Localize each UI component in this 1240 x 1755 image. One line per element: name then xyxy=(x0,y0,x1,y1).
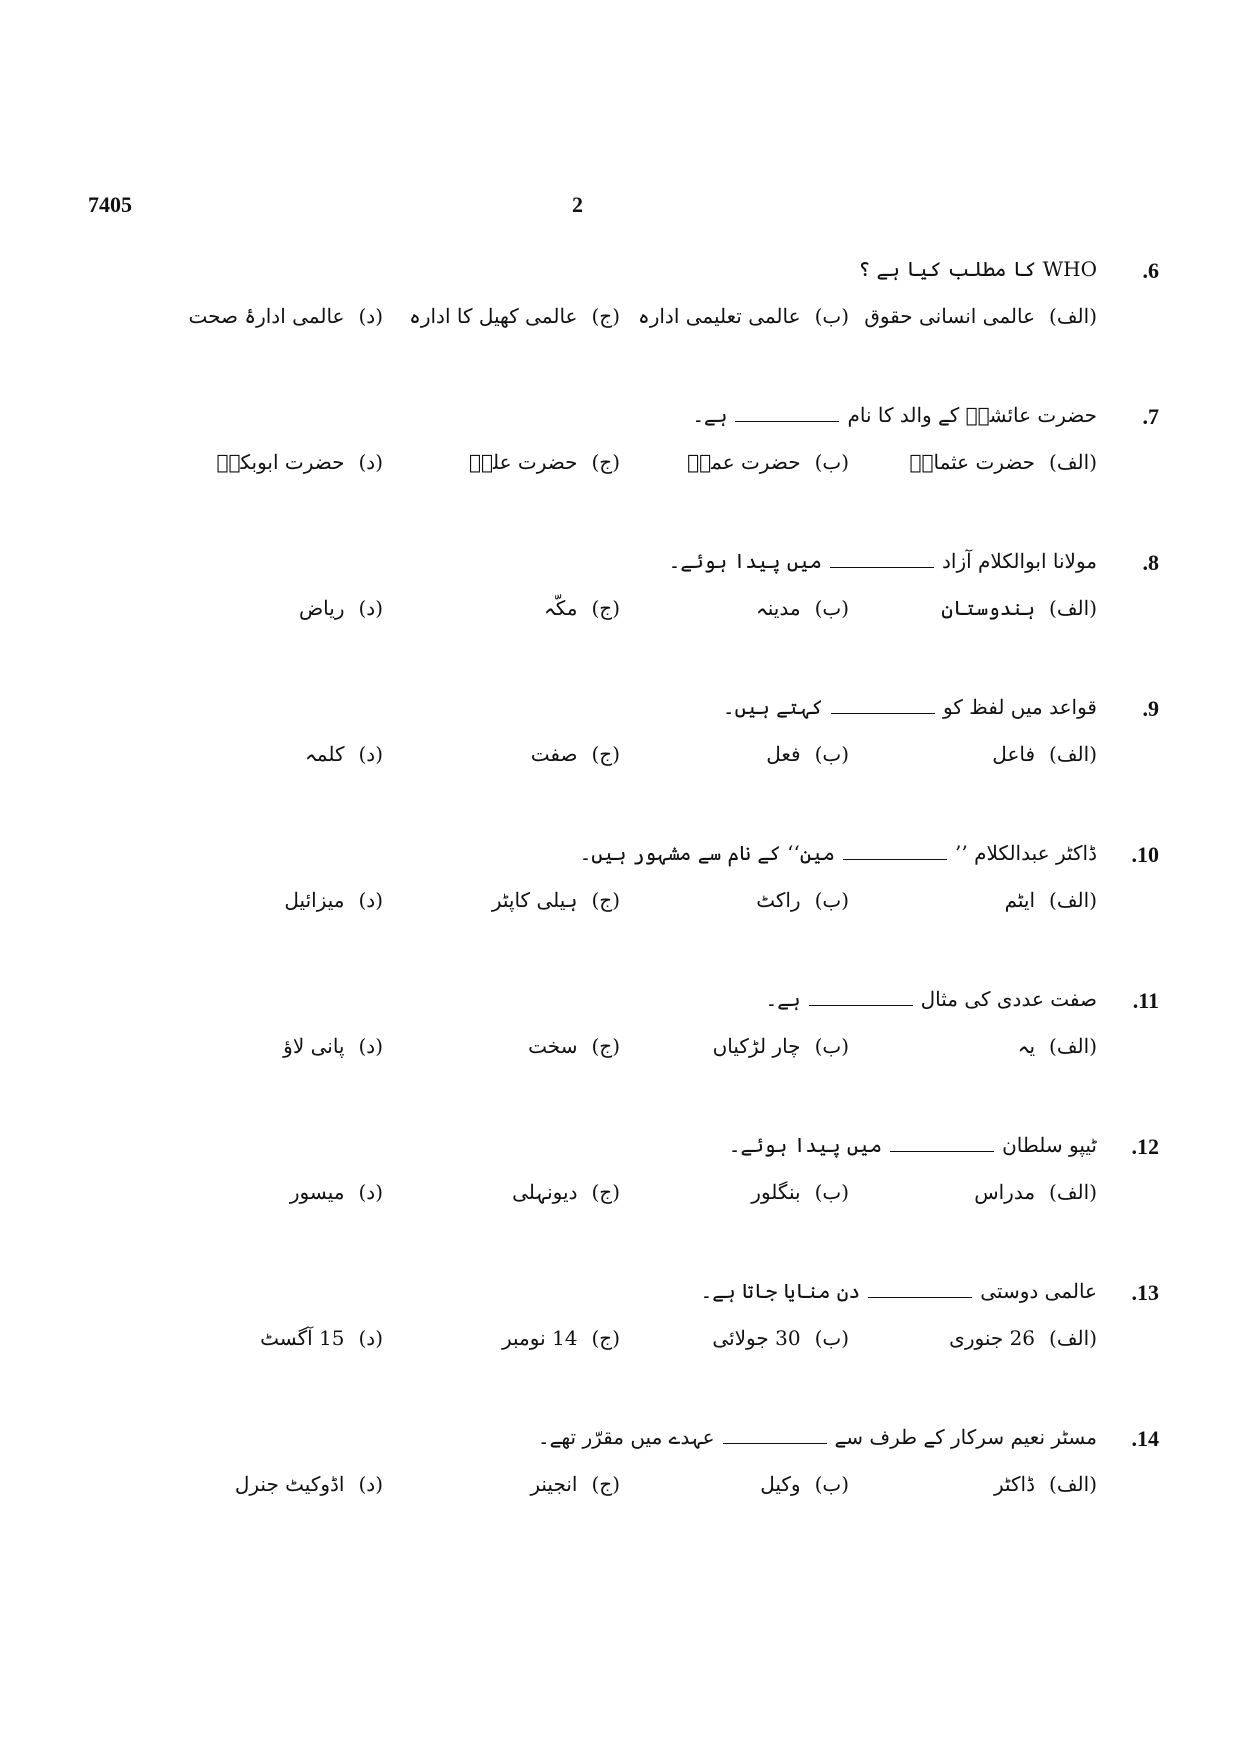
option-label: (ج) xyxy=(591,450,620,474)
fill-in-blank xyxy=(830,547,934,568)
option-label: (ج) xyxy=(591,888,620,912)
option-label: (الف) xyxy=(1049,888,1097,912)
option-text: ایٹم xyxy=(1004,888,1036,912)
option-label: (ب) xyxy=(814,888,849,912)
question-text xyxy=(692,398,1097,432)
question-text-before: مولانا ابوالکلام آزاد xyxy=(942,549,1097,573)
option-label: (ج) xyxy=(591,1180,620,1204)
option-text: 15 آگسٹ xyxy=(260,1326,345,1350)
question-text-before: مسٹر نعیم سرکار کے طرف سے xyxy=(834,1425,1097,1449)
option-text: عالمی ادارۂ صحت xyxy=(188,304,345,328)
question xyxy=(0,532,1240,672)
option-label: (د) xyxy=(358,1472,383,1496)
option-label: (الف) xyxy=(1049,1472,1097,1496)
option-text: کلمہ xyxy=(305,742,345,766)
option-text: حضرت علیؓ xyxy=(468,450,578,474)
answer-option xyxy=(305,736,383,772)
question xyxy=(0,240,1240,380)
answer-option xyxy=(469,444,620,480)
option-text: انجینر xyxy=(530,1472,578,1496)
option-text: حضرت عمرؓ xyxy=(687,450,801,474)
answer-option xyxy=(760,1466,849,1502)
answer-option xyxy=(1005,882,1097,918)
option-label: (ج) xyxy=(591,742,620,766)
option-text: صفت xyxy=(530,742,578,766)
option-label: (الف) xyxy=(1049,596,1097,620)
question xyxy=(0,678,1240,818)
option-label: (ج) xyxy=(591,1472,620,1496)
option-label: (الف) xyxy=(1049,1326,1097,1350)
question-number: .10 xyxy=(1131,842,1159,867)
answer-option xyxy=(299,590,383,626)
option-label: (ج) xyxy=(591,1034,620,1058)
option-text: میزائیل xyxy=(284,888,345,912)
question-text xyxy=(765,982,1097,1016)
option-label: (ب) xyxy=(814,1472,849,1496)
option-text: 30 جولائی xyxy=(712,1326,801,1350)
question-text xyxy=(729,1128,1097,1162)
option-label: (الف) xyxy=(1049,304,1097,328)
question-text-after: کہتے ہیں۔ xyxy=(722,695,824,719)
answer-option xyxy=(909,444,1097,480)
answer-option xyxy=(638,298,849,334)
option-text: مدراس xyxy=(974,1180,1036,1204)
question-number: .6 xyxy=(1142,258,1159,283)
answer-option xyxy=(1018,1028,1097,1064)
question xyxy=(0,1408,1240,1548)
question-text xyxy=(580,836,1097,870)
question-text-after: عہدے میں مقرّر تھے۔ xyxy=(537,1425,715,1449)
option-label: (د) xyxy=(358,742,383,766)
fill-in-blank xyxy=(809,985,913,1006)
question-number: .8 xyxy=(1142,550,1159,575)
answer-option xyxy=(992,736,1097,772)
answer-option xyxy=(512,1174,620,1210)
option-text: دیونہلی xyxy=(512,1180,578,1204)
answer-option xyxy=(949,1320,1097,1356)
answer-option xyxy=(492,882,620,918)
option-text: ہندوستان xyxy=(941,596,1036,620)
option-text: ریاض xyxy=(298,596,345,620)
question xyxy=(0,386,1240,526)
option-text: فعل xyxy=(766,742,801,766)
option-text: سخت xyxy=(528,1034,578,1058)
fill-in-blank xyxy=(735,401,839,422)
option-label: (ب) xyxy=(814,1180,849,1204)
option-text: ہیلی کاپٹر xyxy=(491,888,578,912)
answer-option xyxy=(530,1466,620,1502)
fill-in-blank xyxy=(843,839,947,860)
option-text: مکّہ xyxy=(544,596,578,620)
question-text-before: WHO کا مطلب کیا ہے ؟ xyxy=(858,257,1097,281)
answer-option xyxy=(216,444,383,480)
option-text: پانی لاؤ xyxy=(283,1034,345,1058)
option-label: (د) xyxy=(358,1180,383,1204)
fill-in-blank xyxy=(890,1131,994,1152)
option-text: اڈوکیٹ جنرل xyxy=(234,1472,345,1496)
question-text-after: دن منایا جاتا ہے۔ xyxy=(700,1279,861,1303)
option-text: یہ xyxy=(1017,1034,1036,1058)
question-text-after: ہے۔ xyxy=(765,987,801,1011)
question-text xyxy=(723,690,1097,724)
option-text: وکیل xyxy=(760,1472,801,1496)
option-label: (ج) xyxy=(591,1326,620,1350)
question-number: .11 xyxy=(1132,988,1159,1013)
question-text xyxy=(701,1274,1097,1308)
answer-option xyxy=(864,298,1097,334)
answer-option xyxy=(502,1320,620,1356)
answer-option xyxy=(544,590,620,626)
question-text-before: عالمی دوستی xyxy=(980,1279,1097,1303)
question-text-after: میں پیدا ہوئے۔ xyxy=(728,1133,883,1157)
question-number: .7 xyxy=(1142,404,1159,429)
question-number: .13 xyxy=(1131,1280,1159,1305)
option-text: مدینہ xyxy=(756,596,801,620)
answer-option xyxy=(531,736,620,772)
option-label: (ب) xyxy=(814,596,849,620)
option-label: (ب) xyxy=(814,1326,849,1350)
option-label: (ب) xyxy=(814,304,849,328)
option-text: 14 نومبر xyxy=(501,1326,578,1350)
answer-option xyxy=(235,1466,383,1502)
option-label: (الف) xyxy=(1049,1034,1097,1058)
option-label: (الف) xyxy=(1049,450,1097,474)
answer-option xyxy=(409,298,620,334)
answer-option xyxy=(712,1320,849,1356)
option-label: (د) xyxy=(358,1326,383,1350)
fill-in-blank xyxy=(831,693,935,714)
option-text: ڈاکٹر xyxy=(993,1472,1036,1496)
question-text-before: حضرت عائشہؓ کے والد کا نام xyxy=(847,403,1097,427)
option-label: (الف) xyxy=(1049,1180,1097,1204)
fill-in-blank xyxy=(868,1277,972,1298)
answer-option xyxy=(283,1028,383,1064)
page-number: 2 xyxy=(572,192,583,217)
question xyxy=(0,970,1240,1110)
answer-option xyxy=(766,736,849,772)
question xyxy=(0,1262,1240,1402)
option-text: 26 جنوری xyxy=(949,1326,1036,1350)
option-label: (ج) xyxy=(591,304,620,328)
question-text-after: مین‘‘ کے نام سے مشہور ہیں۔ xyxy=(579,841,836,865)
option-label: (د) xyxy=(358,1034,383,1058)
option-label: (د) xyxy=(358,450,383,474)
option-label: (ب) xyxy=(814,450,849,474)
question-number: .9 xyxy=(1142,696,1159,721)
answer-option xyxy=(994,1466,1097,1502)
answer-option xyxy=(290,1174,383,1210)
question-text-before: صفت عددی کی مثال xyxy=(920,987,1097,1011)
option-label: (ب) xyxy=(814,1034,849,1058)
option-text: فاعل xyxy=(992,742,1036,766)
option-text: عالمی تعلیمی ادارہ xyxy=(637,304,801,328)
option-text: بنگلور xyxy=(751,1180,801,1204)
option-text: حضرت ابوبکرؓ xyxy=(216,450,345,474)
question-text-after: میں پیدا ہوئے۔ xyxy=(668,549,823,573)
option-label: (د) xyxy=(358,888,383,912)
option-text: عالمی کھیل کا ادارہ xyxy=(409,304,578,328)
question-text xyxy=(858,252,1097,286)
answer-option xyxy=(260,1320,383,1356)
answer-option xyxy=(284,882,383,918)
answer-option xyxy=(751,1174,849,1210)
question-text-after: ہے۔ xyxy=(692,403,728,427)
option-text: راکٹ xyxy=(756,888,801,912)
exam-code: 7405 xyxy=(88,192,132,217)
option-label: (د) xyxy=(358,596,383,620)
answer-option xyxy=(713,1028,849,1064)
fill-in-blank xyxy=(723,1423,827,1444)
option-text: عالمی انسانی حقوق xyxy=(864,304,1036,328)
option-text: میسور xyxy=(289,1180,345,1204)
question-text-before: ڈاکٹر عبدالکلام ’’ xyxy=(955,841,1097,865)
option-label: (الف) xyxy=(1049,742,1097,766)
option-label: (ب) xyxy=(814,742,849,766)
option-label: (د) xyxy=(358,304,383,328)
answer-option xyxy=(528,1028,620,1064)
answer-option xyxy=(974,1174,1097,1210)
answer-option xyxy=(756,590,849,626)
question-number: .14 xyxy=(1131,1426,1159,1451)
question-text xyxy=(669,544,1097,578)
question xyxy=(0,1116,1240,1256)
question-number: .12 xyxy=(1131,1134,1159,1159)
question-text-before: قواعد میں لفظ کو xyxy=(943,695,1097,719)
question xyxy=(0,824,1240,964)
answer-option xyxy=(687,444,849,480)
answer-option xyxy=(756,882,849,918)
answer-option xyxy=(188,298,383,334)
option-text: حضرت عثمانؓ xyxy=(909,450,1036,474)
option-label: (ج) xyxy=(591,596,620,620)
question-text-before: ٹیپو سلطان xyxy=(1002,1133,1097,1157)
answer-option xyxy=(941,590,1097,626)
option-text: چار لڑکیاں xyxy=(712,1034,801,1058)
question-text xyxy=(538,1420,1097,1454)
